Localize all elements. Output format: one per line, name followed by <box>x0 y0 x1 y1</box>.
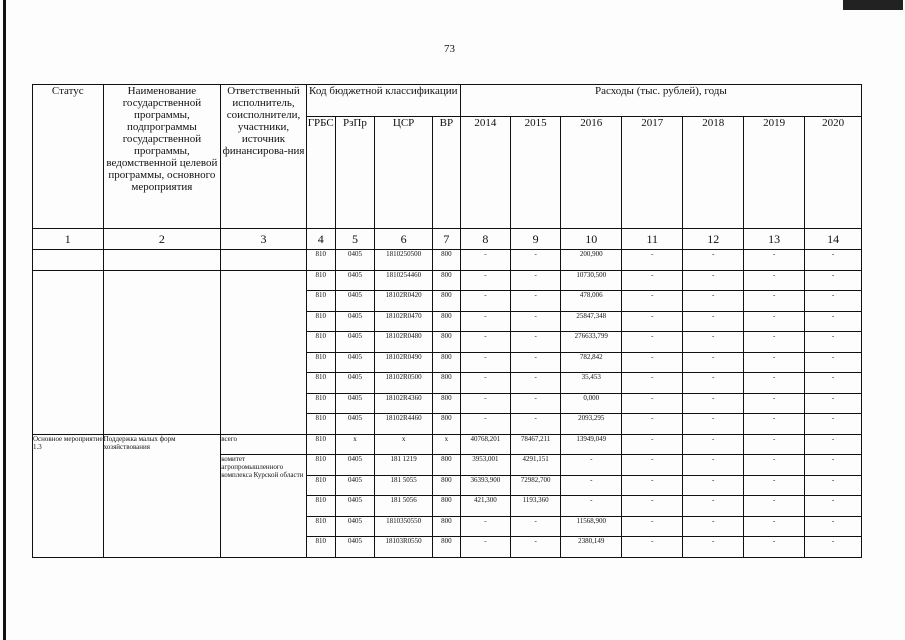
column-number: 4 <box>306 229 335 250</box>
table-cell: - <box>744 270 805 291</box>
table-cell: - <box>805 393 862 414</box>
table-cell: x <box>335 434 375 455</box>
table-cell: 72982,700 <box>511 475 561 496</box>
table-cell: 810 <box>306 270 335 291</box>
table-cell: 18102R0420 <box>375 291 433 312</box>
table-cell: - <box>744 373 805 394</box>
table-cell: - <box>683 332 744 353</box>
header-year-2019: 2019 <box>744 117 805 229</box>
table-cell: - <box>683 414 744 435</box>
table-cell: - <box>622 270 683 291</box>
table-cell: 181 1219 <box>375 455 433 476</box>
table-cell: 810 <box>306 311 335 332</box>
table-cell: - <box>622 373 683 394</box>
table-cell: - <box>744 332 805 353</box>
table-cell: 18102R0490 <box>375 352 433 373</box>
table-cell: - <box>460 311 510 332</box>
table-cell: - <box>805 496 862 517</box>
table-cell: - <box>683 250 744 271</box>
table-cell: - <box>622 516 683 537</box>
table-cell: - <box>460 291 510 312</box>
table-cell: - <box>622 475 683 496</box>
header-expenses: Расходы (тыс. рублей), годы <box>460 85 861 117</box>
table-cell: 810 <box>306 475 335 496</box>
table-cell: - <box>511 414 561 435</box>
table-cell: 18102R4360 <box>375 393 433 414</box>
table-cell: 800 <box>432 475 460 496</box>
table-cell: - <box>622 332 683 353</box>
table-cell: - <box>805 537 862 558</box>
header-year-2020: 2020 <box>805 117 862 229</box>
column-number: 14 <box>805 229 862 250</box>
header-status: Статус <box>33 85 104 229</box>
column-number: 6 <box>375 229 433 250</box>
table-cell: 810 <box>306 516 335 537</box>
table-cell: - <box>511 393 561 414</box>
table-cell: 810 <box>306 455 335 476</box>
table-cell: 18102R0470 <box>375 311 433 332</box>
table-cell: - <box>511 332 561 353</box>
table-cell: 800 <box>432 414 460 435</box>
table-cell: - <box>805 516 862 537</box>
table-cell: 810 <box>306 393 335 414</box>
table-cell: - <box>805 352 862 373</box>
table-cell: 810 <box>306 434 335 455</box>
status-cell <box>33 270 104 434</box>
header-budget-code: Код бюджетной классификации <box>306 85 460 117</box>
table-cell: 810 <box>306 352 335 373</box>
table-cell: - <box>744 393 805 414</box>
table-cell: - <box>805 332 862 353</box>
header-csr: ЦСР <box>375 117 433 229</box>
table-cell: - <box>683 516 744 537</box>
table-cell: 35,453 <box>561 373 622 394</box>
table-cell: 800 <box>432 311 460 332</box>
table-cell: - <box>744 352 805 373</box>
table-cell: - <box>683 373 744 394</box>
column-number-row <box>33 229 862 250</box>
header-program-name: Наименование государственной программы, подпрограммы государственной программы, ведомственной целевой программы, основного мероприятия <box>103 85 221 229</box>
header-rzpr: РзПр <box>335 117 375 229</box>
table-cell: - <box>460 516 510 537</box>
table-row <box>33 250 862 271</box>
column-number: 8 <box>460 229 510 250</box>
table-cell: 0405 <box>335 352 375 373</box>
table-cell: 800 <box>432 393 460 414</box>
table-cell: - <box>744 496 805 517</box>
executor-cell <box>221 250 307 271</box>
table-cell: 800 <box>432 537 460 558</box>
table-cell: 2093,295 <box>561 414 622 435</box>
table-cell: 0405 <box>335 311 375 332</box>
table-cell: 421,300 <box>460 496 510 517</box>
executor-cell <box>221 270 307 434</box>
column-number: 1 <box>33 229 104 250</box>
table-row <box>33 434 862 455</box>
table-cell: - <box>460 393 510 414</box>
table-cell: - <box>622 311 683 332</box>
header-year-2018: 2018 <box>683 117 744 229</box>
table-cell: x <box>432 434 460 455</box>
table-cell: 800 <box>432 516 460 537</box>
table-cell: 800 <box>432 373 460 394</box>
table-cell: 800 <box>432 250 460 271</box>
table-cell: - <box>561 475 622 496</box>
status-cell: Основное мероприятие 1.3 <box>33 434 104 557</box>
table-cell: 3953,001 <box>460 455 510 476</box>
table-cell: - <box>744 250 805 271</box>
table-cell: 782,842 <box>561 352 622 373</box>
table-cell: 810 <box>306 496 335 517</box>
column-number: 9 <box>511 229 561 250</box>
table-cell: 0405 <box>335 373 375 394</box>
table-cell: - <box>622 496 683 517</box>
table-cell: - <box>805 270 862 291</box>
table-cell: - <box>805 455 862 476</box>
table-cell: - <box>511 352 561 373</box>
table-cell: - <box>805 311 862 332</box>
table-cell: 0405 <box>335 475 375 496</box>
table-cell: - <box>683 311 744 332</box>
table-cell: - <box>511 270 561 291</box>
program-name-cell: Поддержка малых форм хозяйствования <box>103 434 221 557</box>
table-cell: - <box>622 250 683 271</box>
table-cell: 0405 <box>335 414 375 435</box>
table-cell: 181 5055 <box>375 475 433 496</box>
budget-table <box>32 84 862 558</box>
table-cell: 800 <box>432 270 460 291</box>
table-cell: 800 <box>432 496 460 517</box>
table-cell: 18102R4460 <box>375 414 433 435</box>
table-cell: - <box>511 537 561 558</box>
table-cell: - <box>744 434 805 455</box>
table-cell: - <box>683 496 744 517</box>
table-cell: 810 <box>306 373 335 394</box>
table-cell: 0405 <box>335 455 375 476</box>
table-cell: 36393,900 <box>460 475 510 496</box>
program-name-cell <box>103 250 221 271</box>
table-cell: 0,000 <box>561 393 622 414</box>
table-cell: - <box>561 455 622 476</box>
table-cell: - <box>683 393 744 414</box>
table-cell: 181 5056 <box>375 496 433 517</box>
table-row <box>33 270 862 291</box>
table-cell: - <box>744 537 805 558</box>
table-cell: 200,900 <box>561 250 622 271</box>
table-cell: 810 <box>306 250 335 271</box>
table-cell: - <box>805 475 862 496</box>
table-cell: 0405 <box>335 496 375 517</box>
header-year-2015: 2015 <box>511 117 561 229</box>
table-cell: 18103R0550 <box>375 537 433 558</box>
table-cell: 800 <box>432 332 460 353</box>
table-cell: 11568,900 <box>561 516 622 537</box>
column-number: 7 <box>432 229 460 250</box>
table-cell: - <box>622 352 683 373</box>
table-cell: 0405 <box>335 270 375 291</box>
table-cell: - <box>460 537 510 558</box>
table-cell: - <box>511 291 561 312</box>
executor-cell: всего <box>221 434 307 455</box>
column-number: 10 <box>561 229 622 250</box>
table-cell: - <box>561 496 622 517</box>
table-cell: - <box>622 414 683 435</box>
table-cell: 40768,201 <box>460 434 510 455</box>
executor-cell: комитет агропромышленного комплекса Курской области <box>221 455 307 558</box>
program-name-cell <box>103 270 221 434</box>
table-cell: - <box>460 270 510 291</box>
table-cell: - <box>460 250 510 271</box>
column-number: 12 <box>683 229 744 250</box>
table-cell: - <box>805 291 862 312</box>
table-cell: 18102R0500 <box>375 373 433 394</box>
table-cell: - <box>744 516 805 537</box>
table-cell: 25847,348 <box>561 311 622 332</box>
table-cell: - <box>683 291 744 312</box>
table-cell: 800 <box>432 291 460 312</box>
table-cell: - <box>744 291 805 312</box>
table-cell: 276633,799 <box>561 332 622 353</box>
table-cell: - <box>805 250 862 271</box>
table-cell: 800 <box>432 352 460 373</box>
table-cell: - <box>511 250 561 271</box>
table-cell: 2380,149 <box>561 537 622 558</box>
table-cell: - <box>460 332 510 353</box>
table-cell: 13949,049 <box>561 434 622 455</box>
column-number: 3 <box>221 229 307 250</box>
column-number: 5 <box>335 229 375 250</box>
header-grbs: ГРБС <box>306 117 335 229</box>
table-cell: 1193,360 <box>511 496 561 517</box>
table-cell: 0405 <box>335 537 375 558</box>
table-cell: 10730,500 <box>561 270 622 291</box>
table-cell: - <box>622 537 683 558</box>
table-cell: 0405 <box>335 332 375 353</box>
header-executor: Ответственный исполнитель, соисполнители, участники, источник финансирова-ния <box>221 85 307 229</box>
table-cell: - <box>622 393 683 414</box>
table-cell: - <box>744 455 805 476</box>
table-cell: 1810350550 <box>375 516 433 537</box>
column-number: 11 <box>622 229 683 250</box>
table-cell: 478,006 <box>561 291 622 312</box>
table-cell: - <box>805 434 862 455</box>
table-cell: - <box>511 373 561 394</box>
table-cell: - <box>805 373 862 394</box>
table-cell: - <box>683 475 744 496</box>
table-cell: - <box>511 311 561 332</box>
table-cell: - <box>744 311 805 332</box>
column-number: 2 <box>103 229 221 250</box>
header-year-2017: 2017 <box>622 117 683 229</box>
table-cell: 1810250500 <box>375 250 433 271</box>
table-cell: - <box>622 455 683 476</box>
table-cell: 800 <box>432 455 460 476</box>
table-cell: 0405 <box>335 393 375 414</box>
table-cell: 0405 <box>335 250 375 271</box>
header-year-2016: 2016 <box>561 117 622 229</box>
table-cell: 1810254460 <box>375 270 433 291</box>
table-cell: - <box>744 475 805 496</box>
table-cell: - <box>683 537 744 558</box>
table-cell: 0405 <box>335 516 375 537</box>
table-cell: 810 <box>306 537 335 558</box>
header-year-2014: 2014 <box>460 117 510 229</box>
table-cell: 18102R0480 <box>375 332 433 353</box>
page-number: 73 <box>444 43 455 55</box>
table-cell: 4291,151 <box>511 455 561 476</box>
table-cell: - <box>744 414 805 435</box>
table-cell: - <box>460 414 510 435</box>
table-cell: - <box>683 352 744 373</box>
table-cell: - <box>511 516 561 537</box>
scan-top-mark <box>843 0 903 10</box>
column-number: 13 <box>744 229 805 250</box>
table-cell: - <box>805 414 862 435</box>
table-cell: - <box>683 434 744 455</box>
table-cell: 78467,211 <box>511 434 561 455</box>
table-cell: - <box>683 270 744 291</box>
table-cell: - <box>460 352 510 373</box>
table-cell: - <box>683 455 744 476</box>
status-cell <box>33 250 104 271</box>
table-cell: - <box>460 373 510 394</box>
table-cell: 810 <box>306 291 335 312</box>
table-cell: 810 <box>306 414 335 435</box>
header-vr: ВР <box>432 117 460 229</box>
table-cell: - <box>622 434 683 455</box>
table-cell: 0405 <box>335 291 375 312</box>
table-cell: - <box>622 291 683 312</box>
table-cell: 810 <box>306 332 335 353</box>
scan-left-border <box>3 0 6 640</box>
table-cell: x <box>375 434 433 455</box>
